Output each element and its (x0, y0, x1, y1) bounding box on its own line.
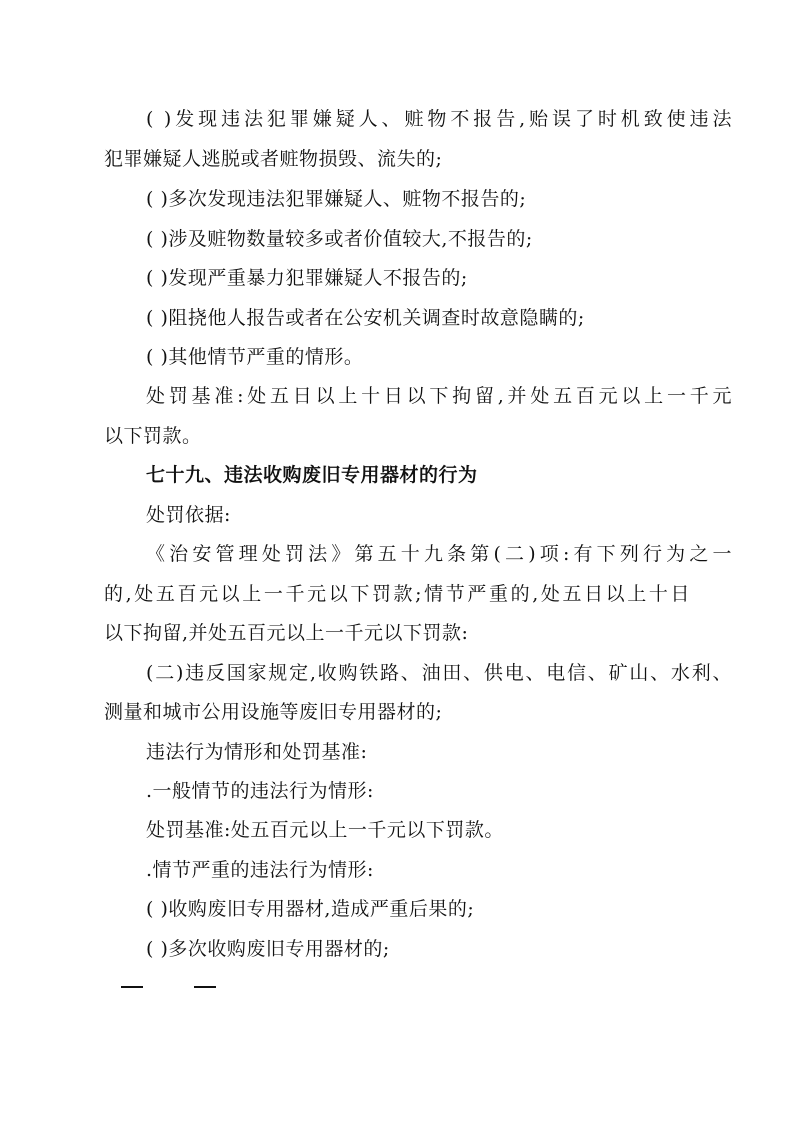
paragraph-line: 以下拘留,并处五百元以上一千元以下罚款: (104, 622, 469, 644)
paragraph-line: .一般情节的违法行为情形: (146, 780, 374, 802)
paragraph-line: ( )多次发现违法犯罪嫌疑人、赃物不报告的; (146, 188, 527, 210)
paragraph-line: 违法行为情形和处罚基准: (146, 741, 368, 763)
section-heading: 七十九、违法收购废旧专用器材的行为 (146, 464, 478, 486)
paragraph-line: ( )收购废旧专用器材,造成严重后果的; (146, 898, 475, 920)
paragraph-line: ( )其他情节严重的情形。 (146, 346, 364, 368)
paragraph-line: ( )涉及赃物数量较多或者价值较大,不报告的; (146, 228, 533, 250)
paragraph-line: ( )多次收购废旧专用器材的; (146, 938, 390, 960)
paragraph-line: 测量和城市公用设施等废旧专用器材的; (104, 701, 443, 723)
paragraph-line: ( )发现严重暴力犯罪嫌疑人不报告的; (146, 267, 468, 289)
paragraph-line: (二)违反国家规定,收购铁路、油田、供电、电信、矿山、水利、 (146, 662, 732, 684)
footer-dash-left (121, 986, 143, 988)
paragraph-line: 处罚基准:处五日以上十日以下拘留,并处五百元以上一千元 (146, 385, 732, 407)
paragraph-line: 处罚依据: (146, 504, 231, 526)
paragraph-line: 《治安管理处罚法》第五十九条第(二)项:有下列行为之一 (146, 543, 732, 565)
paragraph-line: 的,处五百元以上一千元以下罚款;情节严重的,处五日以上十日 (104, 583, 690, 605)
paragraph-line: ( )阻挠他人报告或者在公安机关调查时故意隐瞒的; (146, 307, 585, 329)
paragraph-line: 以下罚款。 (104, 425, 202, 447)
paragraph-line: 处罚基准:处五百元以上一千元以下罚款。 (146, 819, 504, 841)
paragraph-line: .情节严重的违法行为情形: (146, 859, 374, 881)
paragraph-line: ( )发现违法犯罪嫌疑人、赃物不报告,贻误了时机致使违法 (146, 108, 732, 130)
paragraph-line: 犯罪嫌疑人逃脱或者赃物损毁、流失的; (104, 148, 443, 170)
footer-dash-right (194, 986, 216, 988)
